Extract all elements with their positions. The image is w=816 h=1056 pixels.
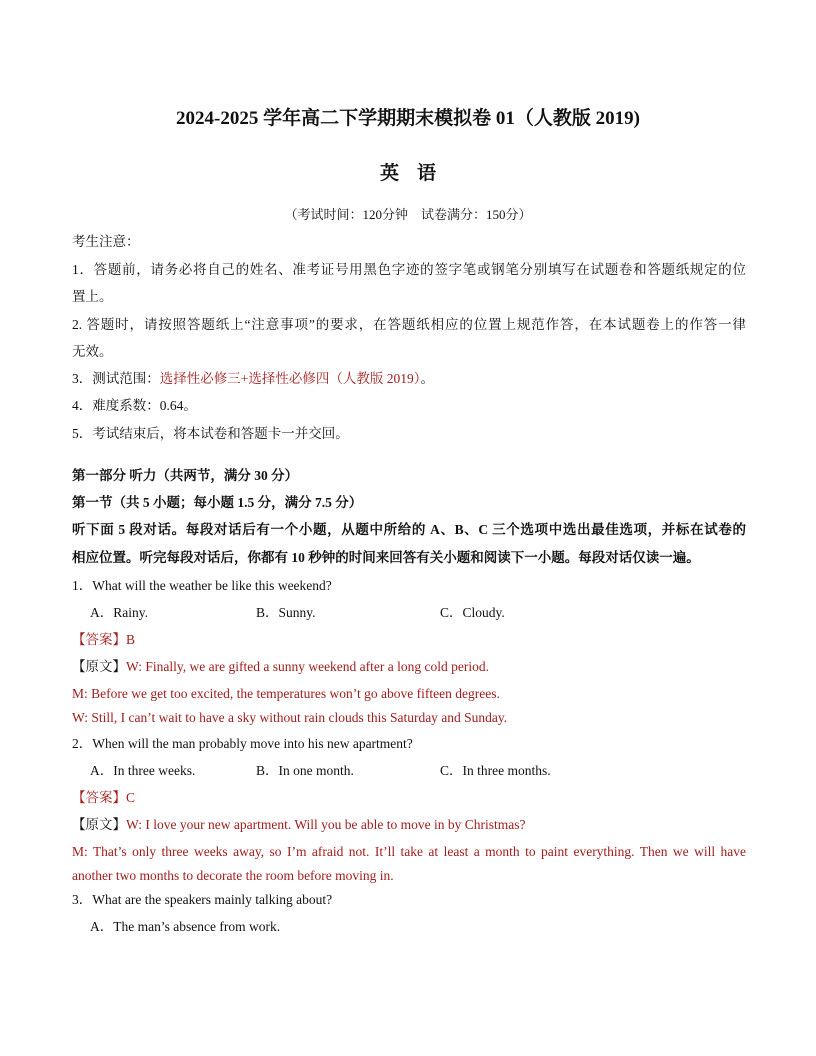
exam-title: 2024-2025 学年高二下学期期末模拟卷 01（人教版 2019) xyxy=(176,108,640,129)
question-2: 2．When will the man probably move into his new apartment? xyxy=(72,736,413,751)
q2-option-c: C．In three months. xyxy=(440,763,551,778)
note-3 xyxy=(72,370,746,388)
q1-transcript-text-1: W: Finally, we are gifted a sunny weekend after a long cold period. xyxy=(126,659,489,674)
note-3-prefix: 3．测试范围： xyxy=(72,371,160,386)
subject-heading: 英语 xyxy=(379,163,454,184)
q2-option-a: A．In three weeks. xyxy=(90,763,196,778)
instructions-line-1: 听下面 5 段对话。每段对话后有一个小题，从题中所给的 A、B、C 三个选项中选出最佳选项，并标在试卷的 xyxy=(72,522,746,537)
note-5: 5．考试结束后，将本试卷和答题卡一并交回。 xyxy=(72,426,349,441)
q2-transcript-line-2: M: That’s only three weeks away, so I’m afraid not. It’ll take at least a month to paint everything. Then we will have xyxy=(72,844,746,859)
notes-heading: 考生注意： xyxy=(72,234,140,249)
note-4: 4．难度系数：0.64。 xyxy=(72,398,197,413)
q1-option-b: B．Sunny. xyxy=(256,605,316,620)
q1-option-a: A．Rainy. xyxy=(90,605,148,620)
q2-transcript-line-1 xyxy=(72,816,746,834)
q1-transcript-line-1 xyxy=(72,658,746,676)
section-part-heading: 第一部分 听力（共两节，满分 30 分） xyxy=(72,468,299,483)
q1-answer xyxy=(72,631,746,649)
note-1-line-1: 1．答题前，请务必将自己的姓名、准考证号用黑色字迹的签字笔或钢笔分别填写在试题卷和答题纸规定的位 xyxy=(72,262,746,277)
question-3: 3．What are the speakers mainly talking about? xyxy=(72,892,333,907)
q1-transcript-line-2: M: Before we get too excited, the temperatures won’t go above fifteen degrees. xyxy=(72,686,500,701)
q1-option-c: C．Cloudy. xyxy=(440,605,505,620)
q1-transcript-line-3: W: Still, I can’t wait to have a sky without rain clouds this Saturday and Sunday. xyxy=(72,710,508,725)
note-3-range: 选择性必修三+选择性必修四（人教版 2019） xyxy=(159,371,421,386)
q2-answer-value: C xyxy=(126,790,136,805)
q1-answer-value: B xyxy=(126,632,136,647)
q1-answer-tag: 【答案】 xyxy=(72,632,126,647)
q2-transcript-text-1: W: I love your new apartment. Will you be able to move in by Christmas? xyxy=(126,817,526,832)
instructions-line-2: 相应位置。听完每段对话后，你都有 10 秒钟的时间来回答有关小题和阅读下一小题。每段对话仅读一遍。 xyxy=(72,550,700,565)
note-3-suffix: 。 xyxy=(420,371,434,386)
section-sub-heading: 第一节（共 5 小题；每小题 1.5 分，满分 7.5 分） xyxy=(72,495,363,510)
q2-option-b: B．In one month. xyxy=(256,763,354,778)
note-2-line-2: 无效。 xyxy=(72,344,113,359)
exam-meta: （考试时间：120分钟 试卷满分：150分） xyxy=(284,207,532,222)
q2-answer xyxy=(72,789,746,807)
note-1-line-2: 置上。 xyxy=(72,289,113,304)
question-1: 1．What will the weather be like this weekend? xyxy=(72,578,332,593)
q2-transcript-line-3: another two months to decorate the room before moving in. xyxy=(72,868,394,883)
note-2-line-1: 2. 答题时，请按照答题纸上“注意事项”的要求，在答题纸相应的位置上规范作答，在本试题卷上的作答一律 xyxy=(72,317,746,332)
q1-transcript-tag: 【原文】 xyxy=(72,659,126,674)
q2-answer-tag: 【答案】 xyxy=(72,790,126,805)
q3-option-a: A．The man’s absence from work. xyxy=(90,919,281,934)
q2-transcript-tag: 【原文】 xyxy=(72,817,126,832)
